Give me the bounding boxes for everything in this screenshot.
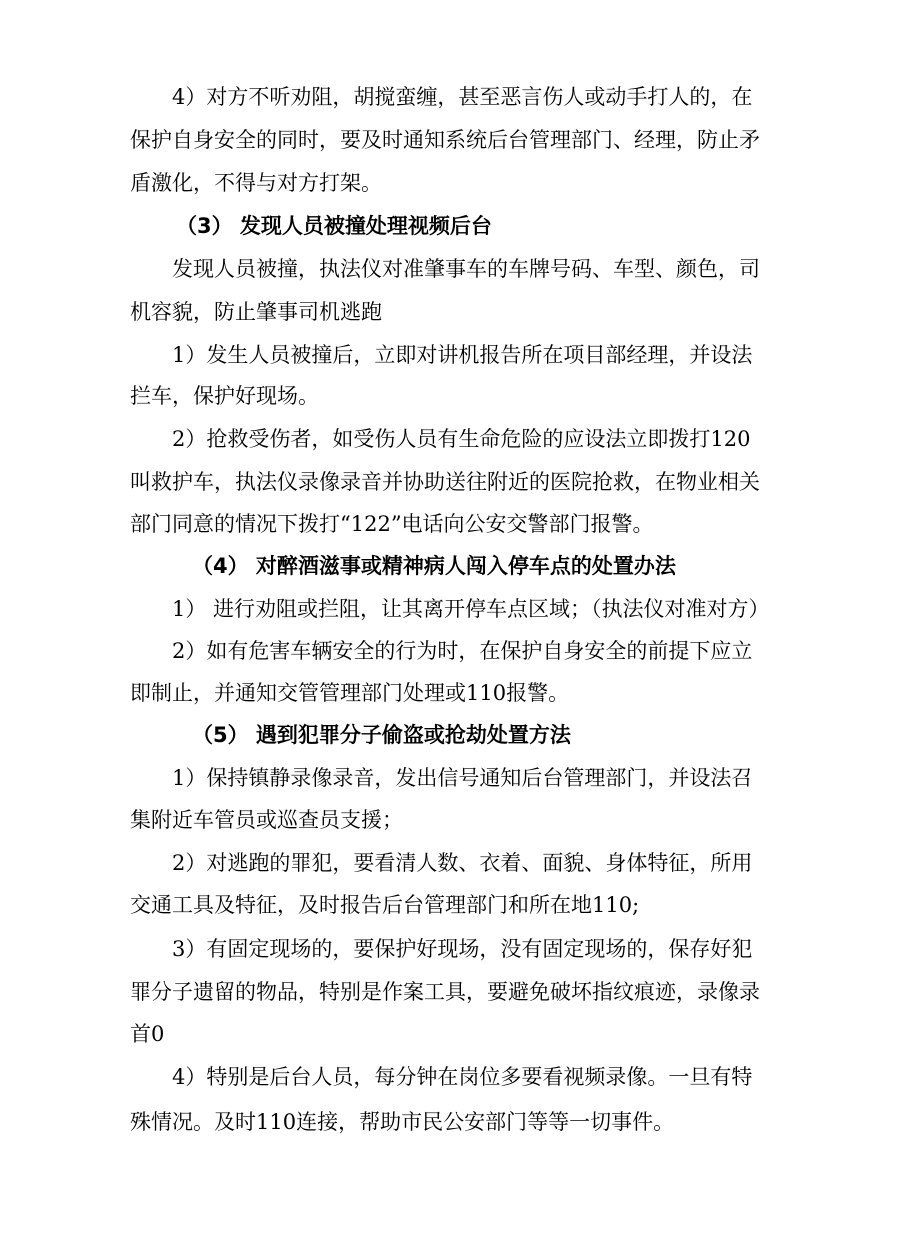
paragraph-line: 2）抢救受伤者，如受伤人员有生命危险的应设法立即拨打120 [172,427,751,451]
paragraph-line: 即制止，并通知交管管理部门处理或110报警。 [130,681,570,705]
paragraph-line: 盾激化，不得与对方打架。 [130,171,382,195]
section-heading-5: （5） 遇到犯罪分子偷盗或抢劫处置方法 [192,723,571,747]
paragraph-line: 集附近车管员或巡查员支援； [130,808,403,832]
paragraph-line: 殊情况。及时110连接，帮助市民公安部门等等一切事件。 [130,1110,675,1134]
paragraph-line: 1）发生人员被撞后，立即对讲机报告所在项目部经理，并设法 [172,343,753,367]
paragraph-line: 4）对方不听劝阻，胡搅蛮缠，甚至恶言伤人或动手打人的，在 [172,85,753,109]
paragraph-line: 1）保持镇静录像录音，发出信号通知后台管理部门，并设法召 [172,766,753,790]
paragraph-line: 3）有固定现场的，要保护好现场，没有固定现场的，保存好犯 [172,937,753,961]
paragraph-line: 交通工具及特征，及时报告后台管理部门和所在地110; [130,893,640,917]
section-heading-3: （3） 发现人员被撞处理视频后台 [176,214,492,238]
paragraph-line: 叫救护车，执法仪录像录音并协助送往附近的医院抢救，在物业相关 [130,470,760,494]
paragraph-line: 2）如有危害车辆安全的行为时，在保护自身安全的前提下应立 [172,639,753,663]
paragraph-line: 首0 [130,1022,165,1046]
paragraph-line: 4）特别是后台人员，每分钟在岗位多要看视频录像。一旦有特 [172,1065,753,1089]
paragraph-line: 拦车，保护好现场。 [130,384,319,408]
paragraph-line: 部门同意的情况下拨打“122”电话向公安交警部门报警。 [130,512,654,536]
paragraph-line: 罪分子遗留的物品，特别是作案工具，要避免破坏指纹痕迹，录像录 [130,980,760,1004]
paragraph-line: 机容貌，防止肇事司机逃跑 [130,300,382,324]
section-heading-4: （4） 对醉酒滋事或精神病人闯入停车点的处置办法 [192,554,676,578]
paragraph-line: 2）对逃跑的罪犯，要看清人数、衣着、面貌、身体特征，所用 [172,851,753,875]
paragraph-line: 保护自身安全的同时，要及时通知系统后台管理部门、经理，防止矛 [130,128,760,152]
paragraph-line: 发现人员被撞，执法仪对准肇事车的车牌号码、车型、颜色，司 [172,257,760,281]
paragraph-line: 1） 进行劝阻或拦阻，让其离开停车点区域；（执法仪对准对方） [172,597,770,621]
